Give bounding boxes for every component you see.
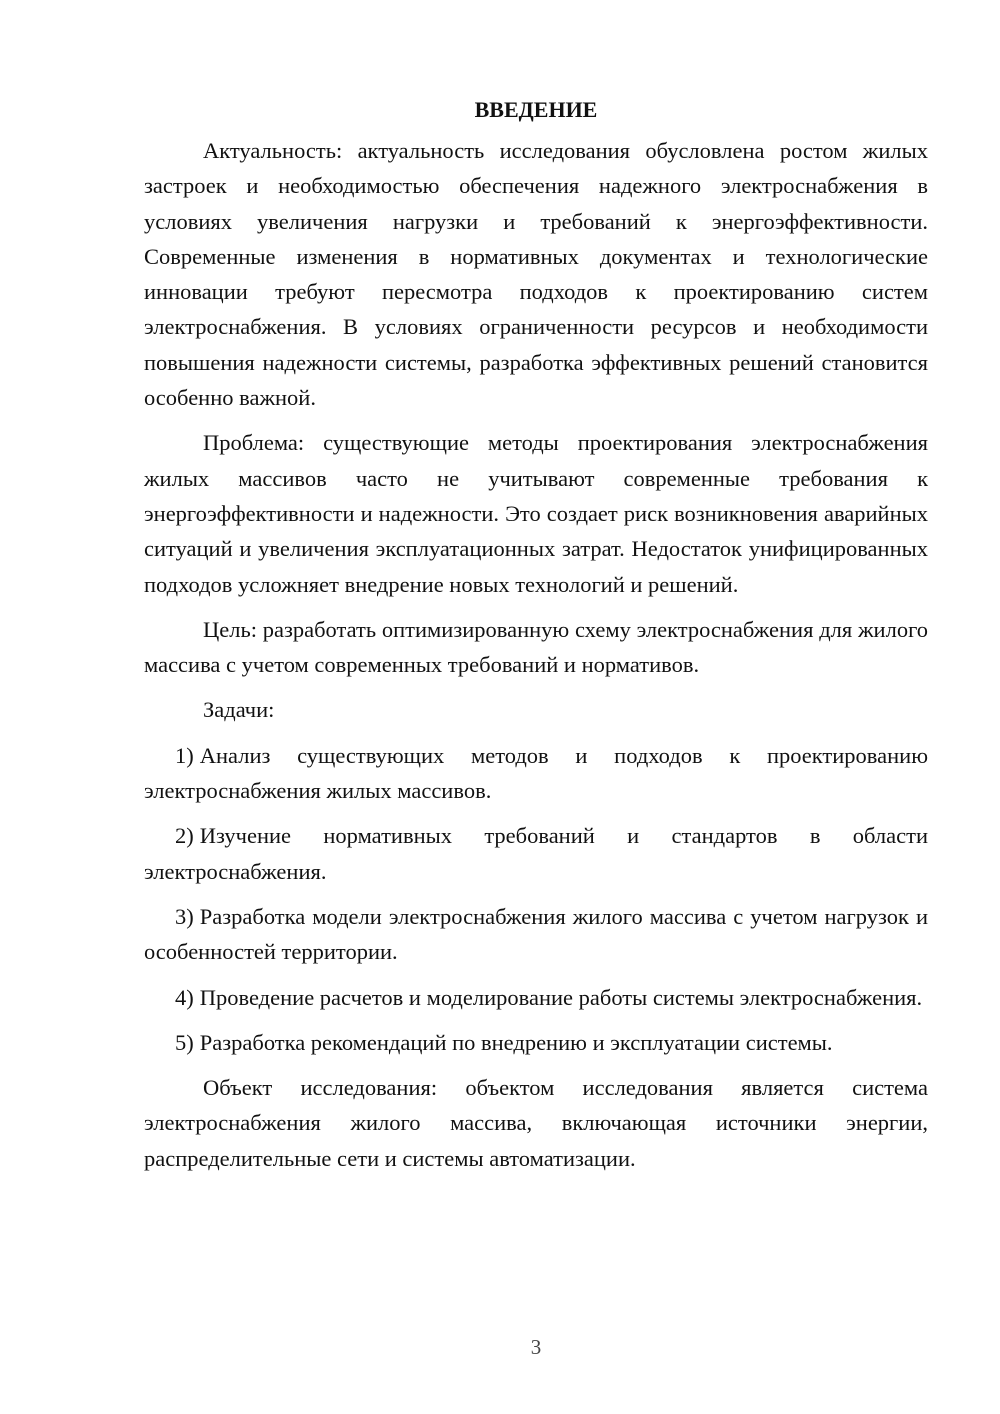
- paragraph-relevance: Актуальность: актуальность исследования обусловлена ростом жилых застроек и необходимостью обеспечения надежного электроснабжения в условиях увеличения нагрузки и требований к энергоэффективности. Современные изменения в нормативных документах и технологические инновации требуют пересмотра подходов к проектированию систем электроснабжения. В условиях ограниченности ресурсов и необходимости повышения надежности системы, разработка эффективных решений становится особенно важной.: [144, 138, 928, 411]
- task-number: 3): [175, 903, 194, 929]
- paragraph-problem: Проблема: существующие методы проектирования электроснабжения жилых массивов часто не учитывают современные требования к энергоэффективности и надежности. Это создает риск возникновения аварийных ситуаций и увеличения эксплуатационных затрат. Недостаток унифицированных подходов усложняет внедрение новых технологий и решений.: [144, 430, 928, 597]
- task-number: 1): [175, 742, 194, 768]
- tasks-heading: Задачи:: [203, 697, 275, 723]
- task-text: Разработка рекомендаций по внедрению и эксплуатации системы.: [199, 1029, 833, 1055]
- task-text: Проведение расчетов и моделирование работы системы электроснабжения.: [199, 984, 923, 1010]
- page-content: [144, 92, 928, 1186]
- paragraph-object: Объект исследования: объектом исследования является система электроснабжения жилого массива, включающая источники энергии, распределительные сети и системы автоматизации.: [144, 1075, 928, 1171]
- task-item: [144, 1025, 928, 1060]
- task-number: 5): [175, 1029, 194, 1055]
- task-number: 2): [175, 823, 194, 849]
- task-item: [144, 818, 928, 889]
- paragraph-goal: Цель: разработать оптимизированную схему электроснабжения для жилого массива с учетом современных требований и нормативов.: [144, 616, 928, 678]
- page-number: 3: [530, 1335, 542, 1359]
- task-item: [144, 899, 928, 970]
- task-text: Разработка модели электроснабжения жилого массива с учетом нагрузок и особенностей территории.: [144, 903, 928, 965]
- task-item: [144, 980, 928, 1015]
- task-text: Анализ существующих методов и подходов к проектированию электроснабжения жилых массивов.: [144, 742, 928, 804]
- section-title: ВВЕДЕНИЕ: [474, 97, 598, 122]
- task-item: [144, 738, 928, 809]
- task-text: Изучение нормативных требований и стандартов в области электроснабжения.: [144, 823, 928, 884]
- task-number: 4): [175, 984, 194, 1010]
